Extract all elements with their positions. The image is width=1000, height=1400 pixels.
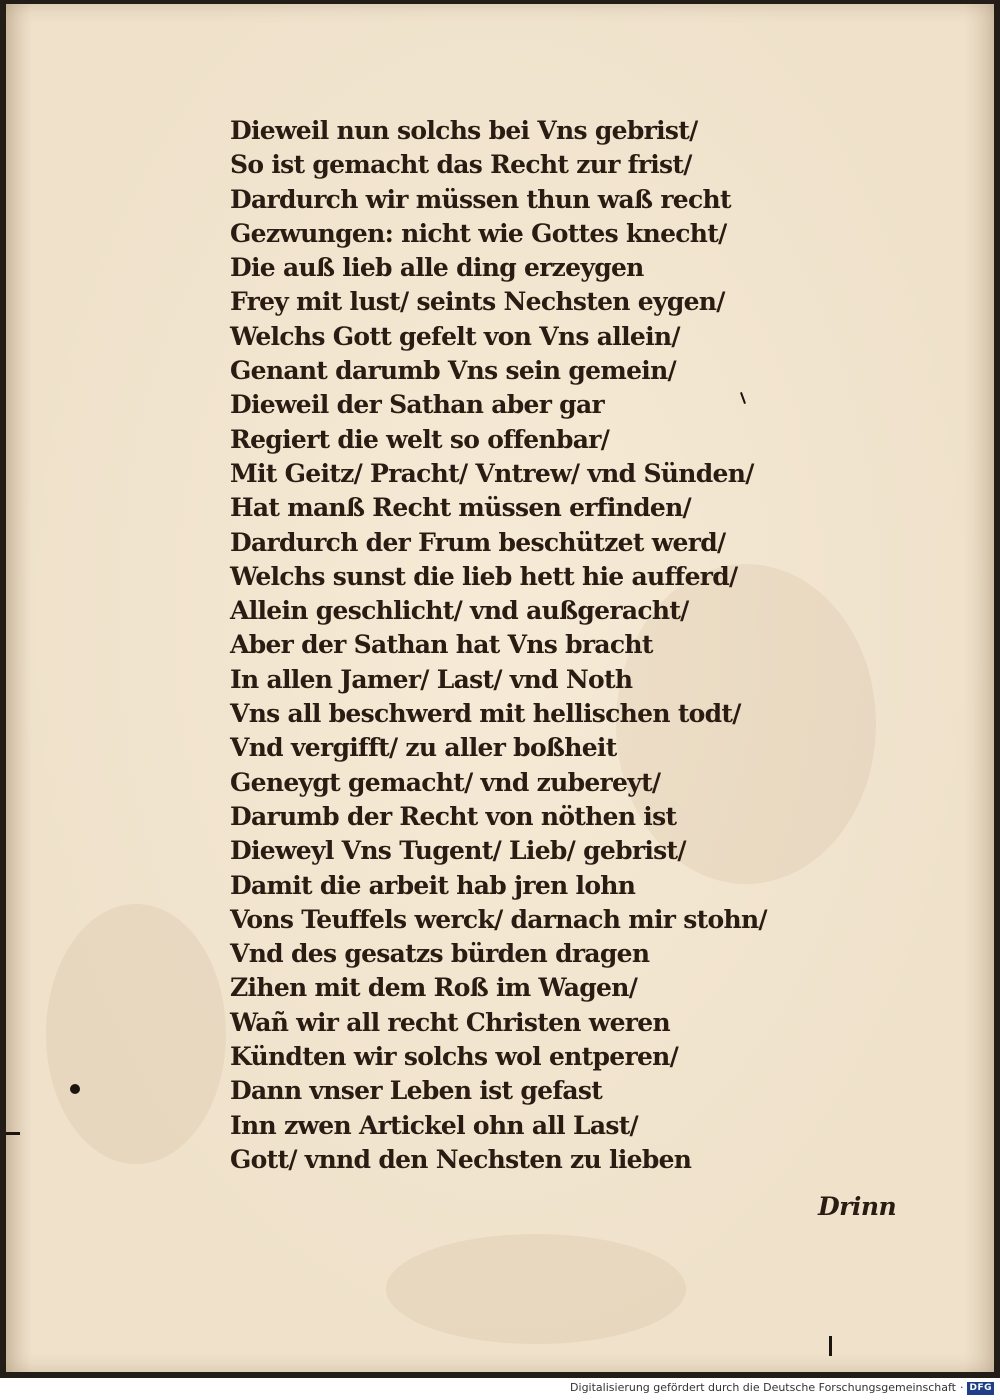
verse-line: Dardurch der Frum beschützet werd/ [230,527,726,557]
verse-line: Vnd vergifft/ zu aller boßheit [230,733,617,763]
verse-line: Vnd des gesatzs bürden dragen [230,939,650,969]
verse-line: Hat manß Recht müssen erfinden/ [230,493,691,523]
verse-line: In allen Jamer/ Last/ vnd Noth [230,664,633,694]
verse-line: Gott/ vnnd den Nechsten zu lieben [230,1144,692,1174]
ink-dot-mark [70,1084,80,1094]
dfg-logo-icon: DFG [969,1382,992,1393]
paper-sheet [6,4,994,1372]
verse-line: Damit die arbeit hab jren lohn [230,870,636,900]
verse-line: Vns all beschwerd mit hellischen todt/ [230,699,741,729]
verse-line: Welchs Gott gefelt von Vns allein/ [230,321,680,351]
verse-line: Dann vnser Leben ist gefast [230,1076,603,1106]
verse-line: Gezwungen: nicht wie Gottes knecht/ [230,218,727,248]
verse-line: Allein geschlicht/ vnd außgeracht/ [230,596,689,626]
verse-line: Mit Geitz/ Pracht/ Vntrew/ vnd Sünden/ [230,458,754,488]
verse-line: Wañ wir all recht Christen weren [230,1007,670,1037]
paper-stain [386,1234,686,1344]
footer-credit-text: Digitalisierung gefördert durch die Deutsche Forschungsgemeinschaft [570,1381,956,1394]
verse-line: Dieweyl Vns Tugent/ Lieb/ gebrist/ [230,836,686,866]
verse-line: Dardurch wir müssen thun waß recht [230,184,731,214]
ink-dash-mark [6,1132,20,1135]
verse-line: Inn zwen Artickel ohn all Last/ [230,1110,638,1140]
ink-tick-mark [829,1336,832,1356]
catchword: Drinn [818,1192,897,1221]
footer-separator: · [959,1381,964,1394]
verse-line: Frey mit lust/ seints Nechsten eygen/ [230,287,725,317]
verse-line: Zihen mit dem Roß im Wagen/ [230,973,638,1003]
verse-line: Die auß lieb alle ding erzeygen [230,253,644,283]
verse-line: Kündten wir solchs wol entperen/ [230,1042,679,1072]
verse-line: Dieweil nun solchs bei Vns gebrist/ [230,116,698,145]
verse-line: Regiert die welt so offenbar/ [230,424,610,454]
verse-line: Vons Teuffels werck/ darnach mir stohn/ [230,904,767,934]
verse-line: So ist gemacht das Recht zur frist/ [230,150,692,180]
digitization-credit-footer [570,1378,994,1398]
verse-line: Genant darumb Vns sein gemein/ [230,356,676,386]
verse-text-block [230,114,767,1177]
paper-stain [46,904,226,1164]
verse-line: Darumb der Recht von nöthen ist [230,801,677,831]
verse-line: Geneygt gemacht/ vnd zubereyt/ [230,767,661,797]
verse-line: Aber der Sathan hat Vns bracht [230,630,653,660]
verse-line: Welchs sunst die lieb hett hie aufferd/ [230,561,738,591]
verse-line: Dieweil der Sathan aber gar [230,390,604,420]
